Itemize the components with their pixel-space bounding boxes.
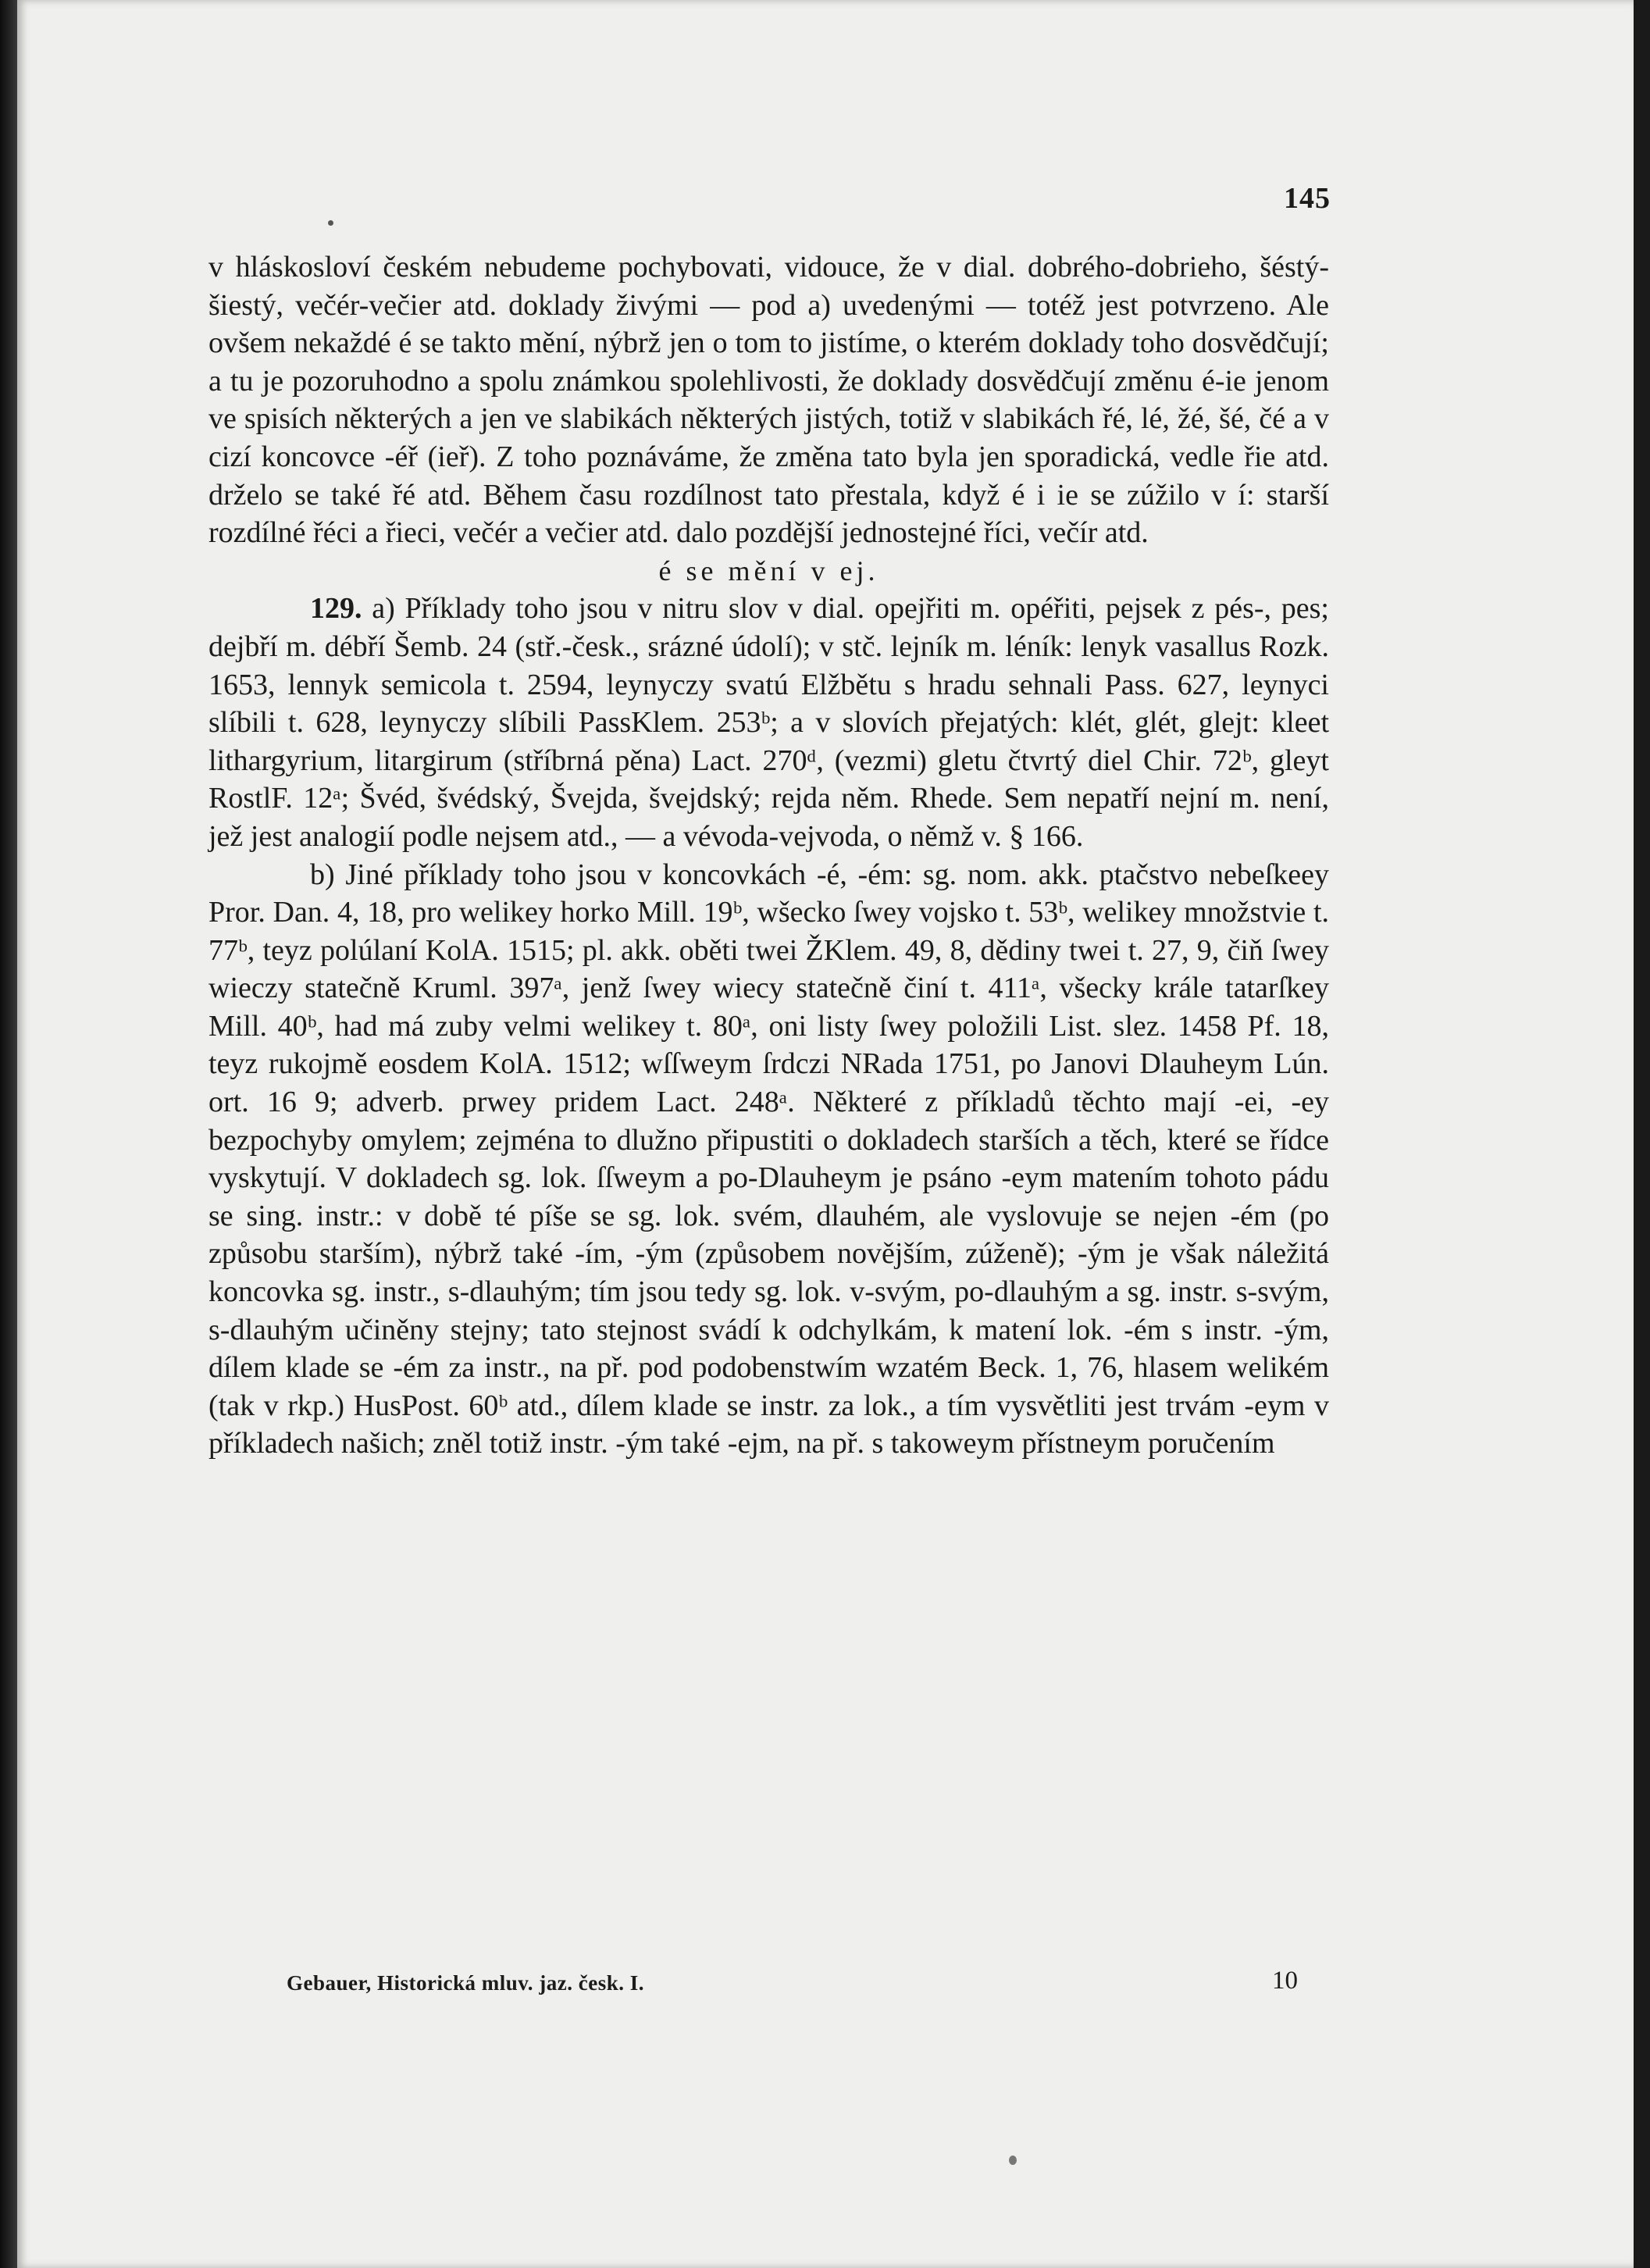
paragraph-number: 129. xyxy=(310,592,362,626)
page-number: 145 xyxy=(1284,182,1331,215)
paragraph-129a-text: a) Příklady toho jsou v nitru slov v dial. opejřiti m. opéřiti, pejsek z pés-, pes; dejbří m. débří Šemb. 24 (stř.-česk., srázné údolí); v stč. lejník m. léník: lenyk vasallus Rozk. 1653, lennyk semicola t. 2594, leynyczy svatú Elžbětu s hradu sehnali Pass. 627, leynyci slíbili t. 628, leynyczy slíbili PassKlem. 253ᵇ; a v slovích přejatých: klét, glét, glejt: kleet lithargyrium, litargirum (stříbrná pěna) Lact. 270ᵈ, (vezmi) gletu čtvrtý diel Chir. 72ᵇ, gleyt RostlF. 12ᵃ; Švéd, švédský, Švejda, švejdský; rejda něm. Rhede. Sem nepatří nejní m. není, jež jest analogií podle nejsem atd., — a vévoda-vejvoda, o němž v. § 166. xyxy=(208,592,1329,853)
paragraph-continuation: v hláskosloví českém nebudeme pochybovati, vidouce, že v dial. dobrého-dobrieho, šéstý-šiestý, večér-večier atd. doklady živými — pod a) uvedenými — totéž jest potvrzeno. Ale ovšem nekaždé é se takto mění, nýbrž jen o tom to jistíme, o kterém doklady toho dosvědčují; a tu je pozoruhodno a spolu známkou spolehlivosti, že doklady dosvědčují změnu é-ie jenom ve spisích některých a jen ve slabikách některých jistých, totiž v slabikách řé, lé, žé, šé, čé a v cizí koncovce -éř (ieř). Z toho poznáváme, že změna tato byla jen sporadická, vedle řie atd. drželo se také řé atd. Během času rozdílnost tato přestala, když é i ie se zúžilo v í: starší rozdílné řéci a řieci, večér a večier atd. dalo pozdější jednostejné říci, večír atd. xyxy=(208,251,1329,550)
paragraph-129a xyxy=(208,590,1329,855)
scan-left-edge xyxy=(0,0,17,2268)
print-speck xyxy=(1009,2156,1017,2165)
footer-signature-number: 10 xyxy=(1272,1967,1298,1995)
section-heading: é se mění v ej. xyxy=(658,555,879,587)
book-page xyxy=(17,0,1634,2268)
body-text xyxy=(208,248,1329,1463)
footer-title: Gebauer, Historická mluv. jaz. česk. I. xyxy=(287,1971,644,1995)
paragraph-129b: b) Jiné příklady toho jsou v koncovkách -é, -ém: sg. nom. akk. ptačstvo nebeſkeey Pror. Dan. 4, 18, pro welikey horko Mill. 19ᵇ, wšecko ſwey vojsko t. 53ᵇ, welikey množstvie t. 77ᵇ, teyz polúlaní KolA. 1515; pl. akk. oběti twei ŽKlem. 49, 8, dědiny twei t. 27, 9, čiň ſwey wieczy statečně Kruml. 397ᵃ, jenž ſwey wiecy statečně činí t. 411ᵃ, všecky krále tatarſkey Mill. 40ᵇ, had má zuby velmi welikey t. 80ᵃ, oni listy ſwey položili List. slez. 1458 Pf. 18, teyz rukojmě eosdem KolA. 1512; wſſweym ſrdczi NRada 1751, po Janovi Dlauheym Lún. ort. 16 9; adverb. prwey pridem Lact. 248ᵃ. Některé z příkladů těchto mají -ei, -ey bezpochyby omylem; zejména to dlužno připustiti o dokladech starších a těch, které se řídce vyskytují. V dokladech sg. lok. ſſweym a po-Dlauheym je psáno -eym matením tohoto pádu se sing. instr.: v době té píše se sg. lok. svém, dlauhém, ale vyslovuje se nejen -ém (po způsobu starším), nýbrž také -ím, -ým (způsobem novějším, zúženě); -ým je však náležitá koncovka sg. instr., s-dlauhým; tím jsou tedy sg. lok. v-svým, po-dlauhým a sg. instr. s-svým, s-dlauhým učiněny stejny; tato stejnost svádí k odchylkám, k matení lok. -ém s instr. -ým, dílem klade se -ém za instr., na př. pod podobenstwím wzatém Beck. 1, 76, hlasem welikém (tak v rkp.) HusPost. 60ᵇ atd., dílem klade se instr. za lok., a tím vysvětliti jest trvám -eym v příkladech našich; zněl totiž instr. -ým také -ejm, na př. s takoweym přístneym poručením xyxy=(208,858,1329,1460)
print-speck xyxy=(328,220,333,226)
